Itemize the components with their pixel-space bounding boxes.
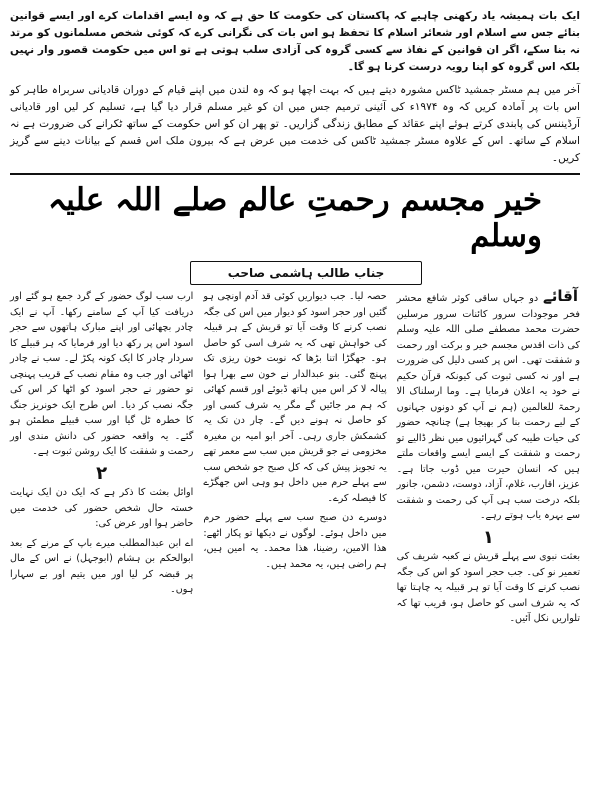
column-right-text-1: دو جہاں ساقی کوثر شافع محشر فخر موجودات سرور کائنات سرور مرسلین حضرت محمد مصطفے صلی اللہ علیہ وسلم کی ذات اقدس مجسم خیر و برکت اور رحمت و شفقت تھی۔ اس پر کسی دلیل کی ضرورت ہے اور نہ کسی ثبوت کی کیونکہ قرآن حکیم نے خود یہ اعلان فرمایا ہے۔ وما ارسلناک الا رحمۃ للعالمین (ہم نے آپ کو دونوں جہانوں کے لیے رحمت بنا کر بھیجا ہے) چنانچہ حضور کی حیات طیبہ کی گہرائیوں میں نظر ڈالیے تو رحمت و شفقت کے ایسے ایسے واقعات ملتے ہیں کہ انسان حیرت میں ڈوب جاتا ہے۔ عزیز، اقارب، غلام، آزاد، دوست، دشمن، جانور بلکہ درخت سب ہی آپ کی رحمت و شفقت سے بہرہ یاب ہوتے رہے۔ <box>396 293 580 521</box>
article-columns <box>10 289 580 631</box>
column-left-paragraph-1: ارب سب لوگ حضور کے گرد جمع ہو گئے اور دریافت کیا آپ کے سامنے رکھا۔ آپ نے ایک چادر بچھائی اور اپنے مبارک ہاتھوں سے حجر اسود اس پر رکھ دیا اور فرمایا کہ ہر قبیلے کا سردار چادر کا ایک کونہ پکڑ لے۔ سب نے چادر اٹھائی اور جب وہ مقام نصب کے قریب پہنچی تو حضور نے حجر اسود کو اٹھا کر اس کی جگہ نصب کر دیا۔ اس طرح ایک خونریز جنگ کا خطرہ ٹل گیا اور سب قبیلے مطمئن ہو گئے۔ یہ واقعہ حضور کی دانش مندی اور رحمت و شفقت کا ایک روشن ثبوت ہے۔ <box>10 291 194 457</box>
column-left-quote: اے ابن عبدالمطلب میرے باپ کے مرنے کے بعد ابوالحکم بن ہشام (ابوجہل) نے اس کے مال پر قبضہ کر لیا اور میں یتیم اور بے سہارا ہوں۔ <box>10 537 194 595</box>
column-left <box>10 289 193 631</box>
article-header <box>10 181 580 289</box>
intro-paragraph-1: ایک بات ہمیشہ یاد رکھنی چاہیے کہ پاکستان کی حکومت کا حق ہے کہ وہ ایسے اقدامات کرے اور ایسے قوانین بنائے جس سے اسلام اور شعائر اسلام کا تحفظ ہو اس بات کی نگرانی کرے کہ کوئی شخص مسلمانوں کو مرتد نہ بنا سکے، اگر ان قوانین کے نفاذ سے کسی گروہ کی آزادی سلب ہوتی ہے تو اس میں حکومت قصور وار نہیں بلکہ اس گروہ کو اپنا رویہ درست کرنا ہو گا۔ <box>10 10 580 73</box>
article-title: خیر مجسم رحمتِ عالم صلے اللہ علیہ وسلم <box>48 182 542 254</box>
column-middle-paragraph-1: حصہ لیا۔ جب دیواریں کوئی قد آدم اونچی ہو گئیں اور حجر اسود کو دیوار میں اس کی جگہ نصب کرنے کا وقت آیا تو قریش کے ہر قبیلہ کی خواہش تھی کہ یہ شرف اسی کو حاصل ہو۔ جھگڑا اتنا بڑھا کہ نوبت خون ریزی تک پہنچ گئی۔ بنو عبدالدار نے خون سے بھرا ہوا پیالہ لا کر اس میں ہاتھ ڈبوئے اور قسم کھائی کہ ہم مر جائیں گے مگر یہ شرف کسی اور کو حاصل نہ ہونے دیں گے۔ چار دن تک یہ کشمکش جاری رہی۔ آخر ابو امیہ بن مغیرہ مخزومی نے جو قریش میں سب سے معمر تھے یہ تجویز پیش کی کہ کل صبح جو شخص سب سے پہلے حرم میں داخل ہو وہی اس جھگڑے کا فیصلہ کرے۔ <box>203 291 387 504</box>
intro-paragraph-2: آخر میں ہم مسٹر جمشید ٹاکس مشورہ دیتے ہیں کہ بہت اچھا ہو کہ وہ لندن میں اپنے قیام کے دوران قادیانی سربراہ طاہر کو اس بات پر آمادہ کریں کہ وہ ۱۹۷۴ء کی آئینی ترمیم جس میں ان کو غیر مسلم قرار دیا گیا ہے، تسلیم کر لیں اور قادیانی آرڈیننس کی پابندی کرتے ہوئے اپنے عقائد کے مطابق زندگی گزاریں۔ تو پھر ان کو اس حکومت کے ساتھ ٹکرانے کی ضرورت ہے نہ اسلام کے ساتھ۔ اس کے علاوہ مسٹر جمشید ٹاکس کی خدمت میں عرض ہے کہ بیرون ملک اس قسم کے بیانات دینے سے گریز کریں۔ <box>10 84 580 164</box>
column-heading: آقائے <box>542 287 578 305</box>
section-number-2: ۲ <box>96 462 108 484</box>
column-right <box>397 289 580 631</box>
column-left-paragraph-2: اوائل بعثت کا ذکر ہے کہ ایک دن ایک نہایت خستہ حال شخص حضور کی خدمت میں حاضر ہوا اور عرض کی: <box>10 487 194 529</box>
intro-section <box>10 8 580 167</box>
column-middle-paragraph-2: دوسرے دن صبح سب سے پہلے حضور حرم میں داخل ہوئے۔ لوگوں نے دیکھا تو پکار اٹھے: ھذا الامین، رضینا، ھذا محمد۔ یہ امین ہیں، ہم راضی ہیں، یہ محمد ہیں۔ <box>203 512 387 570</box>
column-right-paragraph-1 <box>397 289 580 524</box>
column-right-paragraph-2: بعثت نبوی سے پہلے قریش نے کعبہ شریف کی تعمیر نو کی۔ جب حجر اسود کو اس کی جگہ نصب کرنے کا وقت آیا تو ہر قبیلہ یہ چاہتا تھا کہ یہ شرف اسی کو حاصل ہو، قریب تھا کہ تلواریں نکل آئیں۔ <box>396 551 580 624</box>
article-byline: جناب طالب ہاشمی صاحب <box>190 261 422 285</box>
section-divider <box>10 173 580 175</box>
section-number-1: ۱ <box>482 526 494 548</box>
column-middle <box>203 289 386 631</box>
